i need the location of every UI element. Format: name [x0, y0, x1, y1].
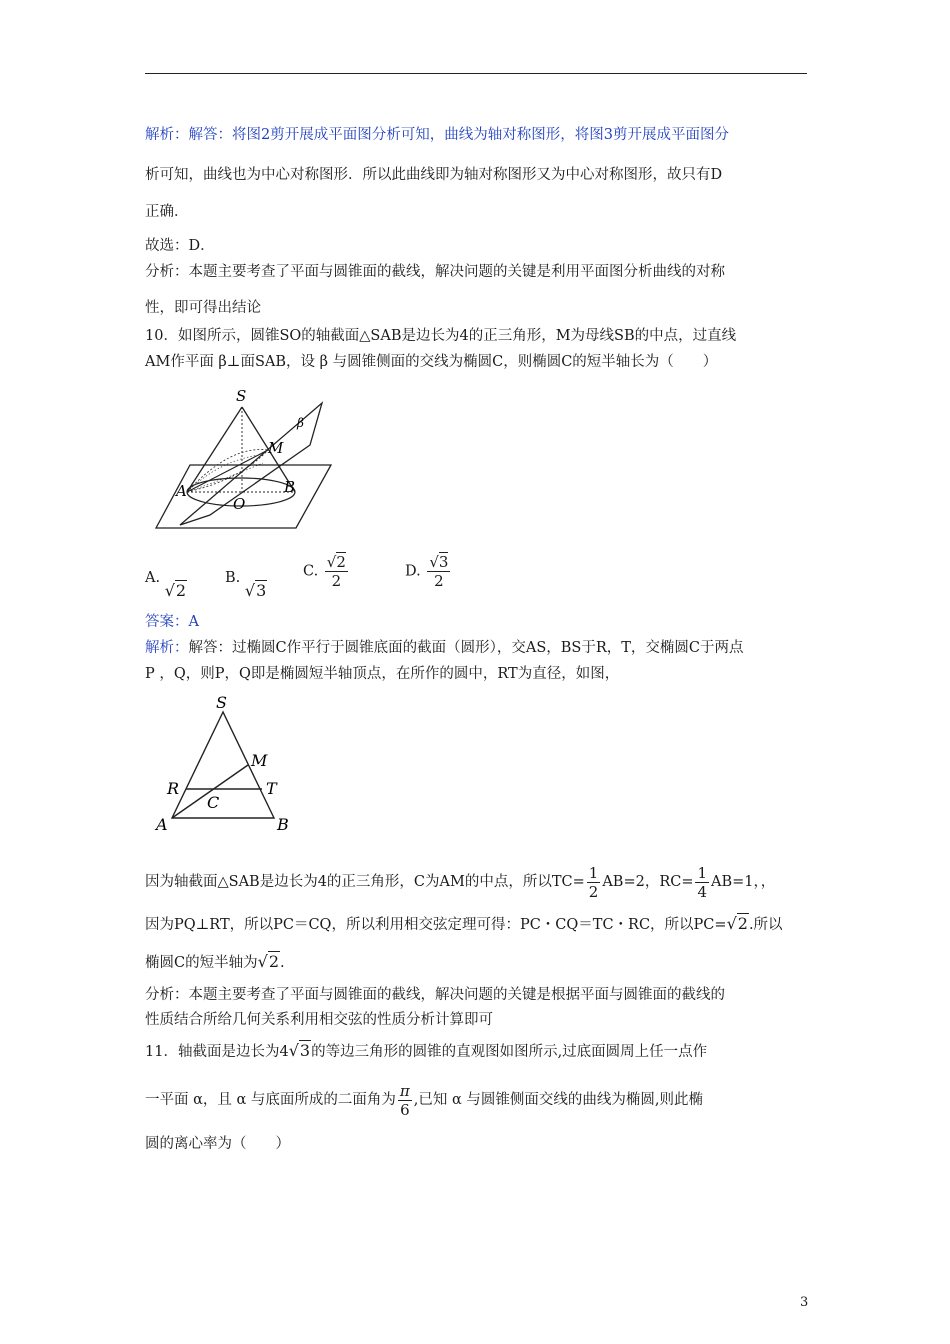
- question-11-line-2: 一平面 α，且 α 与底面所成的二面角为 $\frac{\pi}{6}$ ,已知 α 与圆锥侧面交线的曲线为椭圆,则此椭: [145, 1081, 704, 1119]
- fig2-label-t: T: [266, 779, 277, 798]
- question-10-line-1: 10．如图所示，圆锥SO的轴截面△SAB是边长为4的正三角形，M为母线SB的中点，过直线: [145, 328, 737, 344]
- option-a-value: √2: [164, 581, 187, 600]
- question-10-line-2: AM作平面 β⊥面SAB，设 β 与圆锥侧面的交线为椭圆C，则椭圆C的短半轴长为（ ）: [145, 354, 718, 370]
- question-11-line-3: 圆的离心率为（ ）: [145, 1136, 290, 1152]
- solution-10-line-5: 椭圆C的短半轴为√2.: [145, 952, 285, 971]
- fig2-label-a: A: [156, 815, 168, 834]
- fig2-label-s: S: [216, 693, 227, 712]
- fig2-label-b: B: [277, 815, 289, 834]
- fig1-label-o: O: [233, 495, 246, 513]
- analysis-line-2: 性，即可得出结论: [145, 300, 261, 316]
- sqrt-three: √3: [288, 1041, 311, 1060]
- answer-line: 答案：A: [145, 614, 199, 630]
- fig1-label-b: B: [284, 478, 296, 496]
- option-d-value: $\frac{√3}{2}$: [429, 553, 449, 590]
- header-rule: [145, 73, 807, 74]
- sqrt-two-2: √2: [257, 952, 279, 971]
- option-d: D. $\frac{√3}{2}$: [405, 553, 449, 590]
- cone-plane-figure: [150, 385, 340, 535]
- option-b-value: √3: [244, 581, 267, 600]
- option-c: C. $\frac{√2}{2}$: [303, 553, 346, 590]
- fig1-label-m: M: [268, 439, 284, 457]
- fig2-label-c: C: [207, 793, 220, 812]
- solution-10-line-1: 解析：解答：过椭圆C作平行于圆锥底面的截面（圆形），交AS，BS于R，T，交椭圆C于两点: [145, 640, 744, 656]
- analysis-10-line-2: 性质结合所给几何关系利用相交弦的性质分析计算即可: [145, 1012, 493, 1028]
- option-b: B. √3: [225, 570, 267, 600]
- fraction-pi-six: $\frac{\pi}{6}$: [399, 1081, 410, 1119]
- fig2-label-r: R: [167, 779, 180, 798]
- fig1-label-a: A: [176, 482, 187, 500]
- triangle-figure: [150, 690, 300, 835]
- fraction-one-quarter: $\frac{1}{4}$: [697, 863, 708, 901]
- solution-10-line-2: P ，Q，则P，Q即是椭圆短半轴顶点，在所作的圆中，RT为直径，如图，: [145, 666, 620, 682]
- option-c-value: $\frac{√2}{2}$: [326, 553, 346, 590]
- page-number: 3: [800, 1295, 809, 1310]
- solution-line-1: 解析：解答：将图2剪开展成平面图分析可知，曲线为轴对称图形，将图3剪开展成平面图分: [145, 127, 729, 143]
- answer-choice-line: 故选：D．: [145, 238, 215, 254]
- fig1-label-beta: β: [297, 416, 304, 430]
- fig2-label-m: M: [251, 751, 268, 770]
- analysis-line-1: 分析：本题主要考查了平面与圆锥面的截线，解决问题的关键是利用平面图分析曲线的对称: [145, 264, 725, 280]
- solution-10-line-3: 因为轴截面△SAB是边长为4的正三角形，C为AM的中点，所以TC= $\frac{1}{2}$ AB=2，RC= $\frac{1}{4}$ AB=1，，: [145, 863, 776, 901]
- option-a: A. √2: [145, 570, 187, 600]
- fig1-label-s: S: [236, 387, 247, 405]
- question-11-line-1: 11．轴截面是边长为4√3的等边三角形的圆锥的直观图如图所示,过底面圆周上任一点作: [145, 1041, 708, 1060]
- sqrt-two: √2: [726, 914, 748, 933]
- fraction-one-half: $\frac{1}{2}$: [588, 863, 599, 901]
- analysis-10-line-1: 分析：本题主要考查了平面与圆锥面的截线，解决问题的关键是根据平面与圆锥面的截线的: [145, 987, 725, 1003]
- solution-line-2: 析可知，曲线也为中心对称图形．所以此曲线即为轴对称图形又为中心对称图形，故只有D: [145, 167, 723, 183]
- solution-10-line-4: 因为PQ⊥RT，所以PC＝CQ，所以利用相交弦定理可得：PC・CQ＝TC・RC，所以PC=√2.所以: [145, 914, 783, 933]
- solution-line-3: 正确．: [145, 204, 189, 220]
